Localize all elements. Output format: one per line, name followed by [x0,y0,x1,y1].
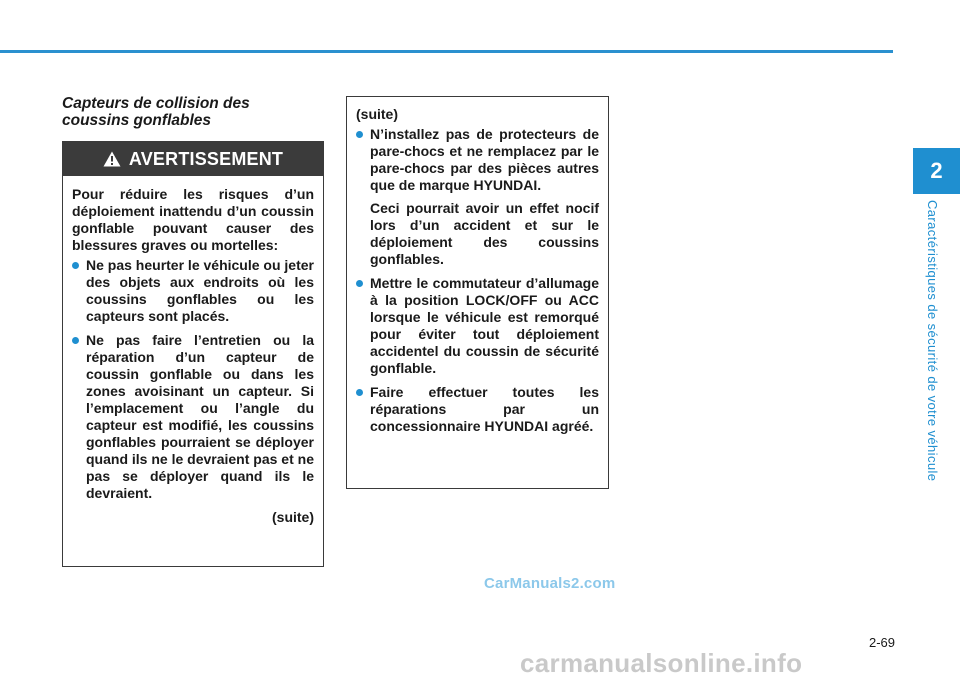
continuation-body [347,97,608,435]
continuation-bullet-list [356,126,599,435]
warning-box [62,141,324,567]
continuation-bullet [356,275,599,377]
chapter-title: Caractéristiques de sécurité de votre véhicule [925,200,940,482]
warning-triangle-icon [103,151,121,167]
warning-label: AVERTISSEMENT [128,148,284,169]
warning-bullet-list [72,257,314,502]
warning-header [63,142,323,176]
header-rule [0,50,893,53]
continuation-bullet-text: N’installez pas de protecteurs de pare-chocs et ne remplacez par le pare-chocs par des pièces autres que de marque HYUNDAI. [370,126,599,193]
bullet-icon [356,131,363,138]
section-title-line-1: Capteurs de collision des [62,95,250,112]
watermark-site: carmanualsonline.info [520,648,803,678]
chapter-number: 2 [930,158,943,183]
continuation-bullet-extra: Ceci pourrait avoir un effet nocif lors d’un accident et sur le déploiement des coussins gonflables. [370,200,599,267]
bullet-icon [72,262,79,269]
continuation-box [346,96,609,489]
warning-intro: Pour réduire les risques d’un déploiement inattendu d’un coussin gonflable pouvant causer des blessures graves ou mortelles: [72,186,314,253]
warning-bullet-text: Ne pas heurter le véhicule ou jeter des objets aux endroits où les coussins gonflables ou les capteurs sont placés. [86,257,314,324]
continuation-heading: (suite) [356,106,398,122]
bullet-icon [72,337,79,344]
warning-body [63,176,323,526]
bullet-icon [356,280,363,287]
continuation-bullet [356,126,599,268]
continuation-bullet-text: Faire effectuer toutes les réparations par un concessionnaire HYUNDAI agréé. [370,384,599,434]
section-title-line-2: coussins gonflables [62,112,212,129]
warning-bullet [72,257,314,325]
warning-bullet [72,332,314,502]
continuation-bullet-text: Mettre le commutateur d’allumage à la position LOCK/OFF ou ACC lorsque le véhicule est remorqué pour éviter tout déploiement accidentel du coussin de sécurité gonflable. [370,275,599,376]
continued-label: (suite) [272,509,314,525]
bullet-icon [356,389,363,396]
watermark-link[interactable]: CarManuals2.com [484,575,616,592]
page-number: 2-69 [868,635,895,650]
section-title [62,95,322,129]
warning-bullet-text: Ne pas faire l’entretien ou la réparation d’un capteur de coussin gonflable ou dans les zones avoisinant un capteur. Si l’emplacement ou l’angle du capteur est modifié, les coussins gonflables pourraient se déployer quand ils ne le devraient pas et ne pas se déployer quand ils le devraient. [86,332,314,501]
chapter-number-tab[interactable] [913,148,960,194]
continuation-bullet [356,384,599,435]
